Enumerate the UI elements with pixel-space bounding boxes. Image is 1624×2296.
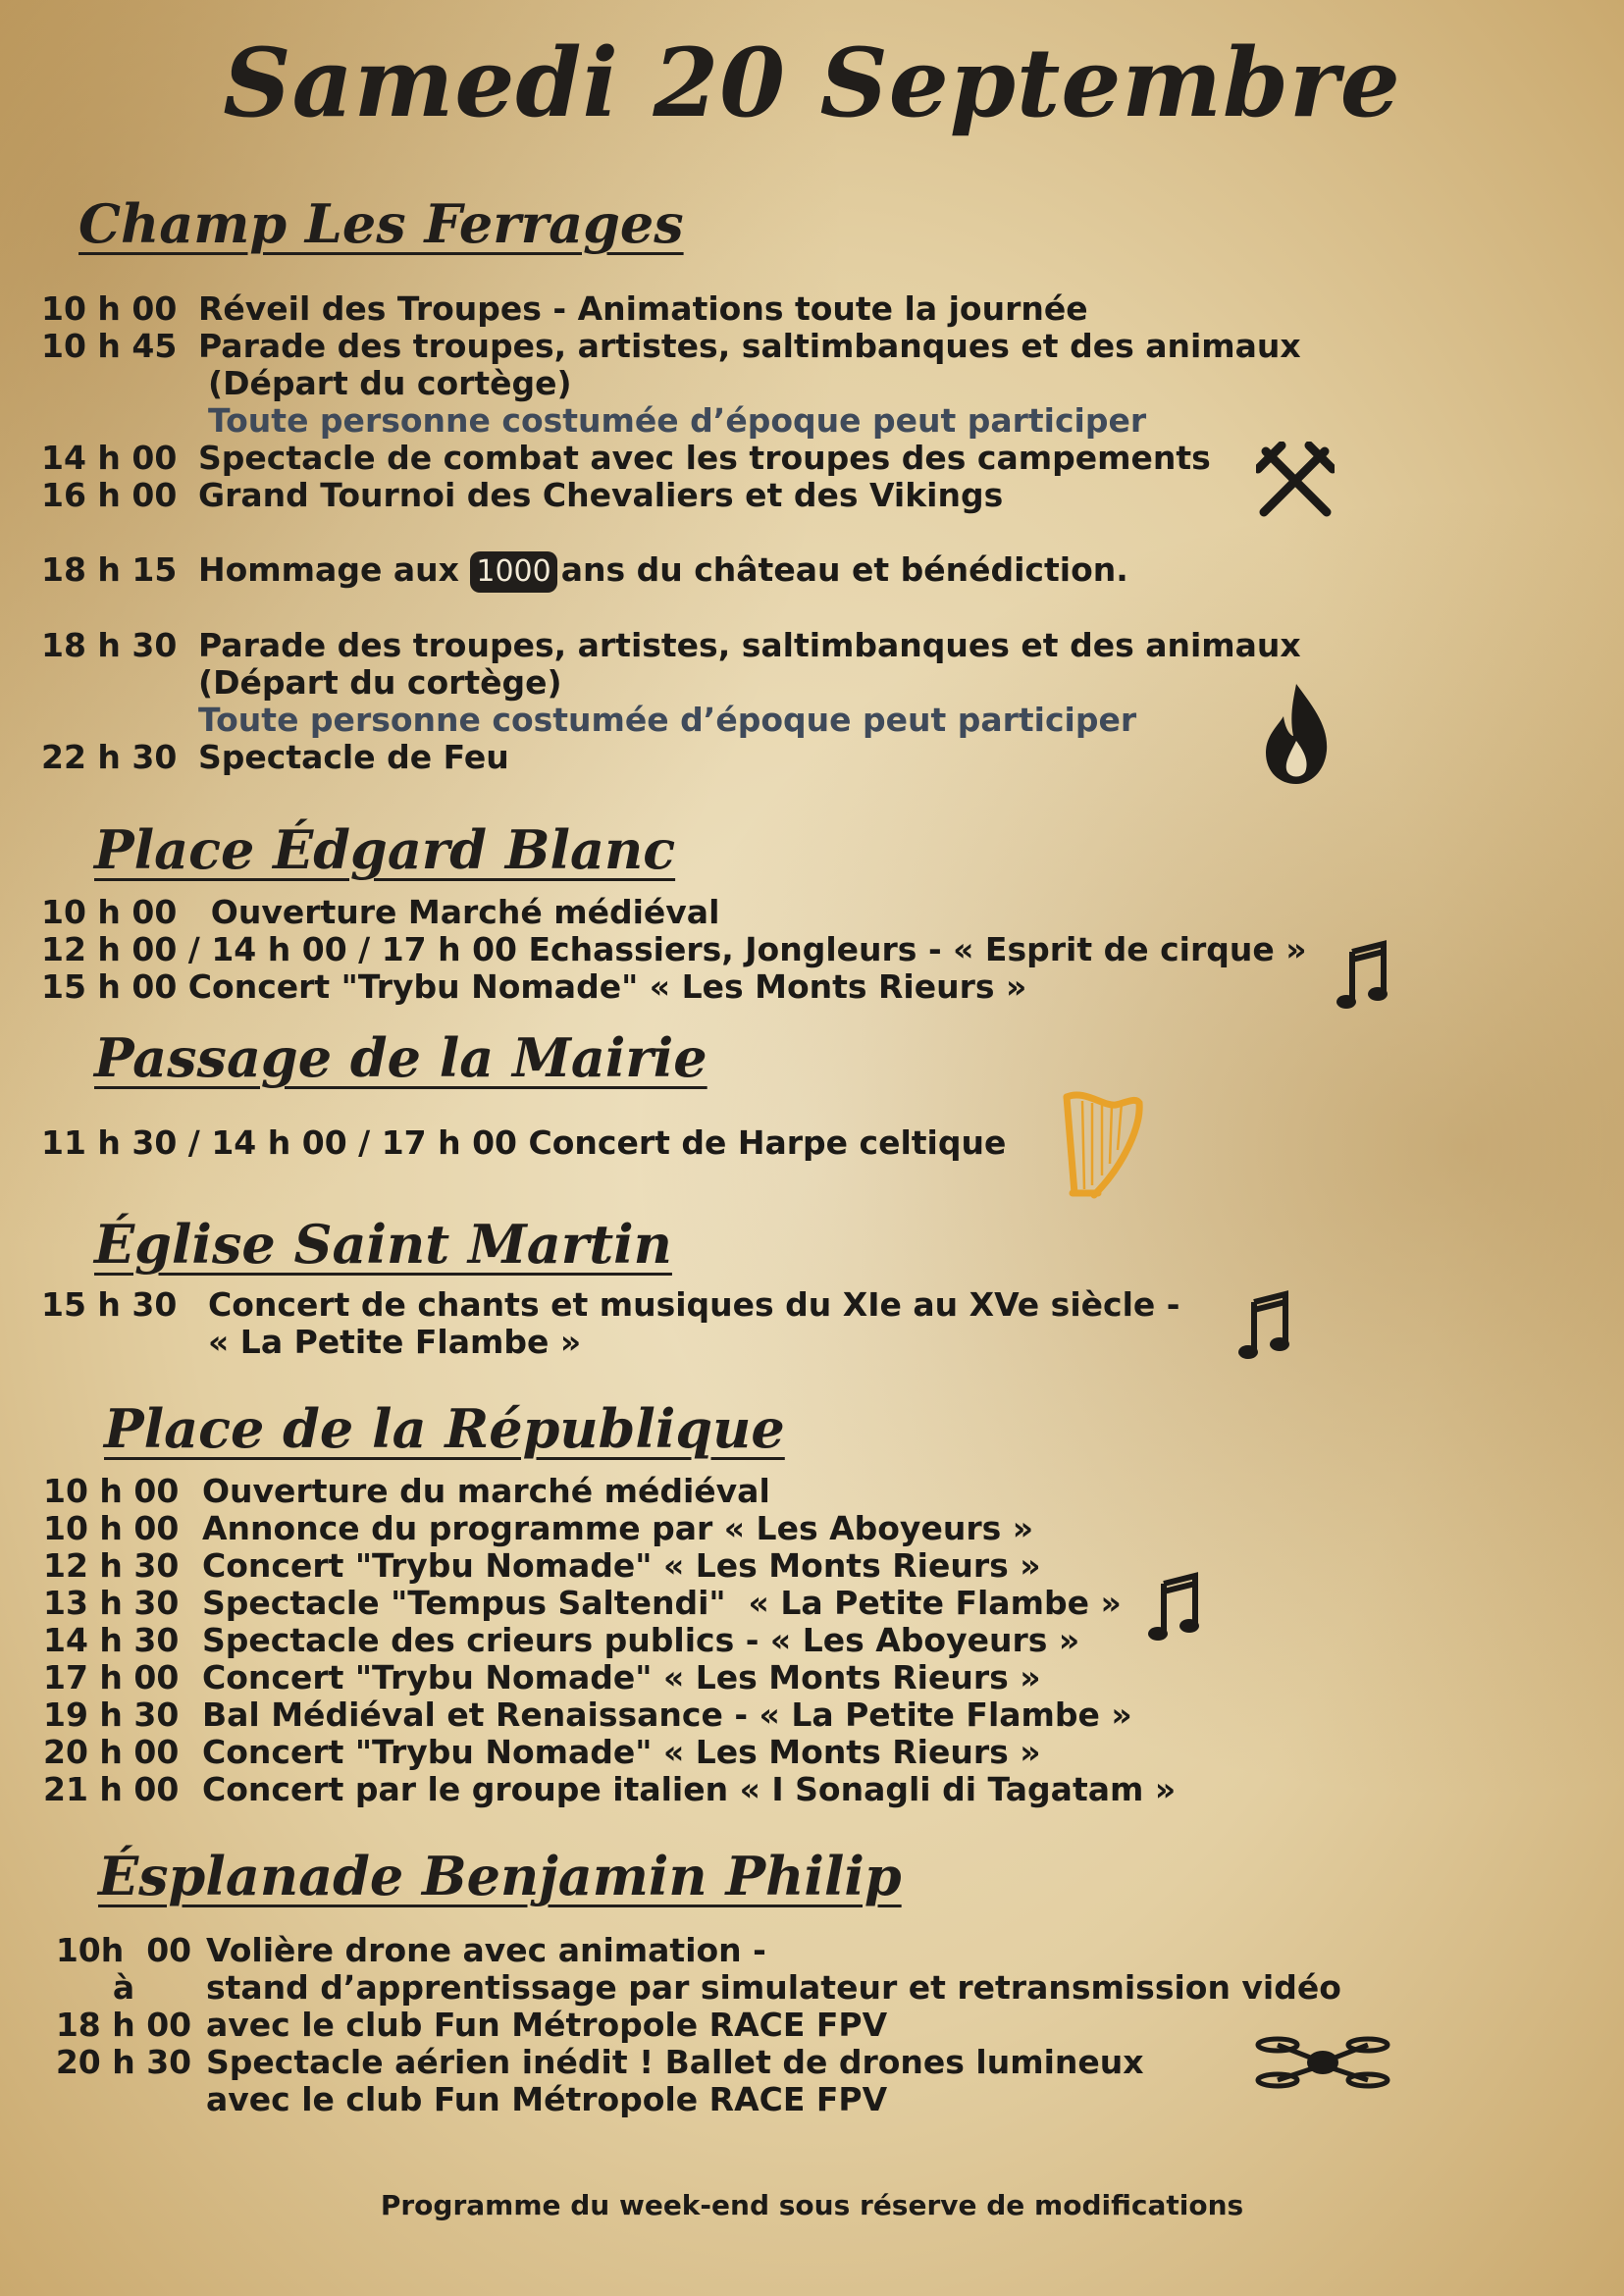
event: Ouverture du marché médiéval [202,1472,770,1510]
time: 10 h 00 [43,1509,180,1547]
time: 20 h 00 [43,1733,180,1771]
schedule-row [41,477,1003,514]
event: Grand Tournoi des Chevaliers et des Vikings [198,476,1004,514]
schedule-row [43,1510,1033,1547]
time: 18 h 30 [41,626,178,664]
event: Bal Médiéval et Renaissance - « La Petite Flambe » [202,1696,1132,1734]
event: Hommage aux [198,550,459,589]
section-title-mairie: Passage de la Mairie [94,1026,707,1089]
schedule-row [41,440,1211,477]
time: 13 h 30 [43,1584,180,1622]
schedule-row [41,2044,1144,2081]
time: 19 h 30 [43,1696,180,1734]
time: 10 h 00 [43,1472,180,1510]
schedule-row [41,1969,1341,2007]
event: (Départ du cortège) [208,364,572,402]
event: Spectacle aérien inédit ! Ballet de drones lumineux [206,2043,1144,2081]
schedule-row [41,2007,887,2044]
event: Annonce du programme par « Les Aboyeurs » [202,1509,1034,1547]
schedule-row: « La Petite Flambe » [208,1323,582,1361]
time: 17 h 00 [43,1658,180,1696]
schedule-row [43,1622,1079,1659]
event: (Départ du cortège) [198,663,562,702]
schedule-row [43,1696,1132,1734]
time: 10h 00 [55,1931,192,1969]
event: stand d’apprentissage par simulateur et retransmission vidéo [206,1968,1341,2007]
schedule-row [41,1286,1179,1324]
event: Spectacle de Feu [198,738,509,776]
schedule-row: 11 h 30 / 14 h 00 / 17 h 00 Concert de Harpe celtique [41,1123,1007,1162]
schedule-row [41,551,1128,593]
event: avec le club Fun Métropole RACE FPV [206,2006,888,2044]
event: Concert "Trybu Nomade" « Les Monts Rieurs » [202,1658,1041,1696]
event: Spectacle "Tempus Saltendi" « La Petite Flambe » [202,1584,1122,1622]
event: Réveil des Troupes - Animations toute la journée [198,289,1088,328]
section-title-republique: Place de la République [104,1397,785,1460]
schedule-row [41,739,509,776]
thousand-years-badge: 1000 [470,551,556,593]
time: 15 h 30 [41,1285,178,1324]
schedule-row [41,328,1301,365]
event: Parade des troupes, artistes, saltimbanques et des animaux [198,626,1301,664]
event: Volière drone avec animation - [206,1931,766,1969]
time: 21 h 00 [43,1770,180,1808]
time: 20 h 30 [55,2043,192,2081]
time: 22 h 30 [41,738,178,776]
participation-note: Toute personne costumée d’époque peut participer [198,701,1137,739]
fire-icon [1264,682,1329,786]
section-title-esplanade: Ésplanade Benjamin Philip [98,1845,902,1907]
event: Spectacle de combat avec les troupes des campements [198,439,1211,477]
time: 14 h 30 [43,1621,180,1659]
schedule-row [43,1771,1176,1808]
music-note-icon [1148,1572,1199,1643]
time: 16 h 00 [41,476,178,514]
schedule-row: 12 h 00 / 14 h 00 / 17 h 00 Echassiers, Jongleurs - « Esprit de cirque » [41,930,1307,968]
schedule-row [208,365,572,402]
event: Spectacle des crieurs publics - « Les Aboyeurs » [202,1621,1080,1659]
event: ans du château et bénédiction. [560,550,1128,589]
event: Concert de chants et musiques du XIe au XVe siècle - [208,1285,1180,1324]
schedule-row: 10 h 00 Ouverture Marché médiéval [41,893,720,931]
page-title: Samedi 20 Septembre [223,27,1401,138]
schedule-row [41,290,1088,328]
crossed-swords-icon [1256,442,1335,520]
schedule-row: avec le club Fun Métropole RACE FPV [206,2080,888,2118]
time: 18 h 00 [55,2006,192,2044]
time: 14 h 00 [41,439,178,477]
event: Concert "Trybu Nomade" « Les Monts Rieurs » [202,1546,1041,1585]
music-note-icon [1238,1290,1289,1361]
schedule-row: 15 h 00 Concert "Trybu Nomade" « Les Monts Rieurs » [41,967,1027,1006]
time: 10 h 45 [41,327,178,365]
event: Concert par le groupe italien « I Sonagli di Tagatam » [202,1770,1177,1808]
section-title-eglise: Église Saint Martin [94,1213,672,1276]
schedule-row [41,627,1301,664]
schedule-row [43,1547,1041,1585]
drone-icon [1254,2031,1391,2094]
music-note-icon [1336,940,1388,1011]
section-title-ferrages: Champ Les Ferrages [79,192,684,255]
time: à [112,1968,135,2007]
footer-disclaimer: Programme du week-end sous réserve de modifications [380,2189,1244,2221]
time: 12 h 30 [43,1546,180,1585]
schedule-row [41,1932,766,1969]
section-title-edgard: Place Édgard Blanc [94,818,676,881]
event: Concert "Trybu Nomade" « Les Monts Rieurs » [202,1733,1041,1771]
schedule-row [43,1585,1122,1622]
schedule-row [43,1473,770,1510]
time: 10 h 00 [41,289,178,328]
time: 18 h 15 [41,550,178,589]
schedule-row [198,664,562,702]
harp-icon [1055,1087,1143,1201]
schedule-row [43,1659,1041,1696]
schedule-row [43,1734,1041,1771]
event: Parade des troupes, artistes, saltimbanques et des animaux [198,327,1301,365]
participation-note: Toute personne costumée d’époque peut participer [208,401,1147,440]
